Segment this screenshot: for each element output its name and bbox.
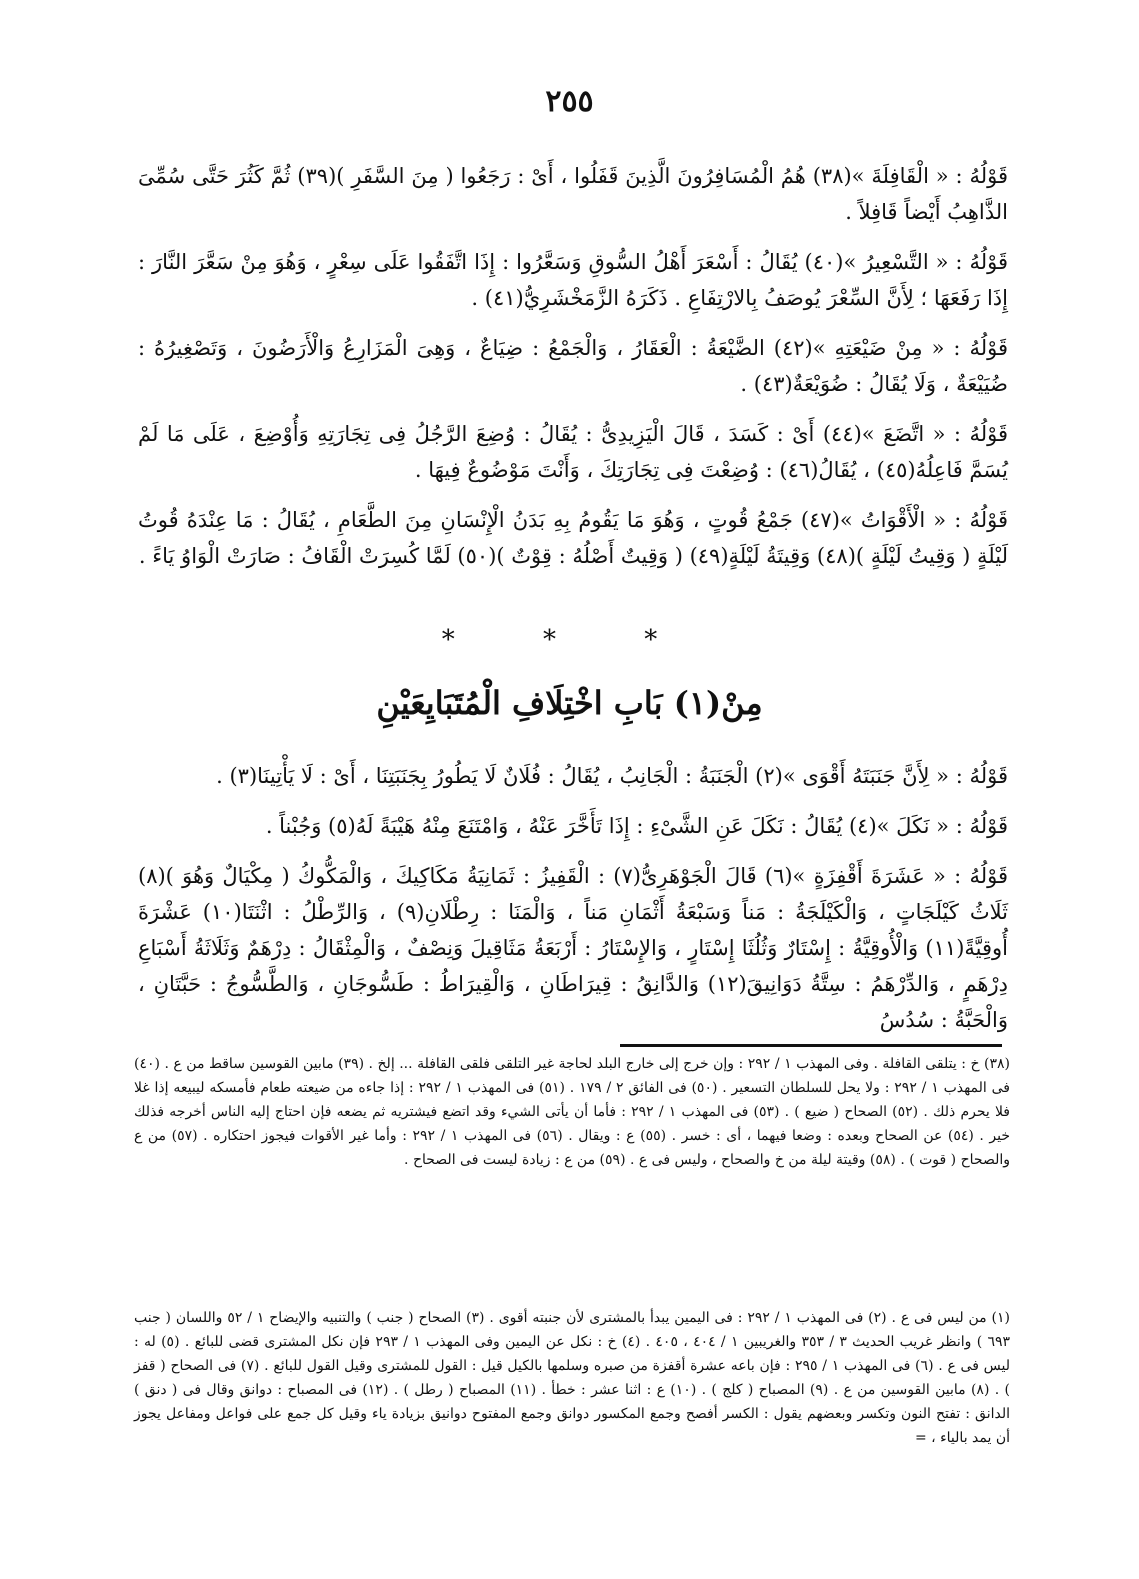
footnotes-second-text: (١) من ليس فى ع . (٢) فى المهذب ١ / ٢٩٢ : فى اليمين يبدأ بالمشترى لأن جنبته أقوى . (٣) الصحاح ( جنب ) والتنبيه والإيضاح ١ / ٥٢ واللسان ( جنب ٦٩٣ ) وانظر غريب الحديث ٣ / ٣٥٣ والغريبين ١ / ٤٠٤ ، ٤٠٥ . (٤) خ : نكل عن اليمين وفى المهذب ١ / ٢٩٣ فإن نكل المشترى قضى للبائع . (٥) له : ليس فى ع . (٦) فى المهذب ١ / ٢٩٥ : فإن باعه عشرة أقفزة من صبره وسلمها بالكيل قيل : القول للمشترى وقيل القول للبائع . (٧) فى الصحاح ( قفز ) . (٨) مابين القوسين من ع . (٩) المصباح ( كلج ) . (١٠) ع : اثنا عشر : خطأ . (١١) المصباح ( رطل ) . (١٢) فى المصباح : دوانق وقال فى ( دنق ) الدانق : تفتح النون وتكسر وبعضهم يقول : الكسر أفصح وجمع المكسور دوانق وجمع المفتوح دوانيق بزيادة ياء وقيل كل جمع على فواعل ومفاعل يجوز أن يمد بالياء ، =: [134, 1310, 1011, 1446]
entry-aqwat: قَوْلُهُ : « الْأَقْوَاتُ »(٤٧) جَمْعُ قُوتٍ ، وَهُوَ مَا يَقُومُ بِهِ بَدَنُ الْإِنْسَانِ مِنَ الطَّعَامِ ، يُقَالُ : مَا عِنْدَهُ قُوتُ لَيْلَةٍ ( وَقِيتُ لَيْلَةٍ )(٤٨) وَقِيتَةُ لَيْلَةٍ(٤٩) ( وَقِيتٌ أَصْلُهُ : قِوْتٌ )(٥٠) لَمَّا كُسِرَتْ الْقَافُ : صَارَتْ الْوَاوُ يَاءً .: [138, 508, 1009, 568]
entry-aqfiza: قَوْلُهُ : « عَشَرَةَ أَقْفِزَةٍ »(٦) قَالَ الْجَوْهَرِىُّ(٧) : الْقَفِيزُ : ثَمَانِيَةُ مَكَاكِيكَ ، وَالْمَكُّوكُ ( مِكْيَالٌ وَهُوَ )(٨) ثَلَاثُ كَيْلَجَاتٍ ، وَالْكَيْلَجَةُ : مَناً وَسَبْعَةُ أَثْمَانِ مَناً ، وَالْمَنَا : رِطْلَانِ(٩) ، وَالرِّطْلُ : اثْنَتَا(١٠) عَشْرَةَ أُوقِيَّةً(١١) وَالْأُوقِيَّةُ : إِسْتَارٌ وَثُلُثَا إِسْتَارٍ ، وَالإِسْتَارُ : أَرْبَعَةُ مَثَاقِيلَ وَنِصْفٌ ، وَالْمِثْقَالُ : دِرْهَمٌ وَثَلَاثَةُ أَسْبَاعِ دِرْهَمٍ ، وَالدِّرْهَمُ : سِتَّةُ دَوَانِيقَ(١٢) وَالدَّانِقُ : قِيرَاطَانِ ، وَالْقِيرَاطُ : طَسُّوجَانِ ، وَالطَّسُّوجُ : حَبَّتَانِ ، وَالْحَبَّةُ : سُدُسُ: [138, 864, 1009, 1032]
footnotes-first: [134, 1052, 1010, 1172]
footnote-rule: [620, 1044, 1002, 1047]
footnotes-second: [134, 1306, 1010, 1450]
entry-janaba: قَوْلُهُ : « لِأَنَّ جَنَبَتَهُ أَقْوَى »(٢) الْجَنَبَةُ : الْجَانِبُ ، يُقَالُ : فُلَانٌ لَا يَطُورُ بِجَنَبَتِنَا ، أَىْ : لَا يَأْتِينَا(٣) .: [216, 764, 1008, 788]
page-number: ٢٥٥: [545, 84, 594, 119]
footnotes-first-text: (٣٨) خ : يتلقى القافلة . وفى المهذب ١ / ٢٩٢ : وإن خرج إلى خارج البلد لحاجة غير التلقى فلقى القافلة ... إلخ . (٣٩) مابين القوسين ساقط من ع . (٤٠) فى المهذب ١ / ٢٩٢ : ولا يحل للسلطان التسعير . (٥٠) فى الفائق ٢ / ١٧٩ . (٥١) فى المهذب ١ / ٢٩٢ : إذا جاءه من ضيعته طعام فأمسكه ليبيعه إذا غلا فلا يحرم ذلك . (٥٢) الصحاح ( ضيع ) . (٥٣) فى المهذب ١ / ٢٩٢ : فأما أن يأتى الشيء وقد اتضع فيشتريه ثم يضعه فإن احتاج إليه الناس أخرجه فذلك خير . (٥٤) عن الصحاح وبعده : وضعا فيهما ، أى : خسر . (٥٥) ع : ويقال . (٥٦) فى المهذب ١ / ٢٩٢ : وأما غير الأقوات فيجوز احتكاره . (٥٧) من ع والصحاح ( قوت ) . (٥٨) وقيتة ليلة من خ والصحاح ، وليس فى ع . (٥٩) من ع : زيادة ليست فى الصحاح .: [134, 1056, 1011, 1168]
entries-top: [138, 158, 1008, 588]
entry-ittadaa: قَوْلُهُ : « اتَّضَعَ »(٤٤) أَىْ : كَسَدَ ، قَالَ الْيَزِيدِىُّ : يُقَالُ : وُضِعَ الرَّجُلُ فِى تِجَارَتِهِ وَأُوْضِعَ ، عَلَى مَا لَمْ يُسَمَّ فَاعِلُهُ(٤٥) ، يُقَالُ(٤٦) : وُضِعْتَ فِى تِجَارَتِكَ ، وَأَنْتَ مَوْضُوعٌ فِيهَا .: [138, 422, 1009, 482]
entry-nakala: قَوْلُهُ : « نَكَلَ »(٤) يُقَالُ : نَكَلَ عَنِ الشَّىْءِ : إِذَا تَأَخَّرَ عَنْهُ ، وَامْتَنَعَ مِنْهُ هَيْبَةً لَهُ(٥) وَجُبْناً .: [265, 814, 1008, 838]
entries-bottom: [138, 758, 1008, 1052]
entry-qafila: قَوْلُهُ : « الْقَافِلَةَ »(٣٨) هُمُ الْمُسَافِرُونَ الَّذِينَ قَفَلُوا ، أَىْ : رَجَعُوا ( مِنَ السَّفَرِ )(٣٩) ثُمَّ كَثُرَ حَتَّى سُمِّىَ الذَّاهِبُ أَيْضاً قَافِلاً .: [138, 164, 1008, 224]
entry-dayaa: قَوْلُهُ : « مِنْ ضَيْعَتِهِ »(٤٢) الضَّيْعَةُ : الْعَقَارُ ، وَالْجَمْعُ : ضِيَاعٌ ، وَهِىَ الْمَزَارِعُ وَالْأَرَضُونَ ، وَتَصْغِيرُهُ : ضُيَيْعَةٌ ، وَلَا يُقَالُ : ضُوَيْعَةٌ(٤٣) .: [138, 336, 1009, 396]
entry-taseer: قَوْلُهُ : « التَّسْعِيرُ »(٤٠) يُقَالُ : أَسْعَرَ أَهْلُ السُّوقِ وَسَعَّرُوا : إِذَا اتَّفَقُوا عَلَى سِعْرٍ ، وَهُوَ مِنْ سَعَّرَ النَّارَ : إِذَا رَفَعَهَا ؛ لِأَنَّ السِّعْرَ يُوصَفُ بِالارْتِفَاعِ . ذَكَرَهُ الزَّمَخْشَرِيُّ(٤١) .: [138, 250, 1008, 310]
chapter-heading: مِنْ(١) بَابِ اخْتِلَافِ الْمُتَبَايِعَيْنِ: [376, 684, 763, 722]
section-separator: * * *: [441, 625, 698, 655]
